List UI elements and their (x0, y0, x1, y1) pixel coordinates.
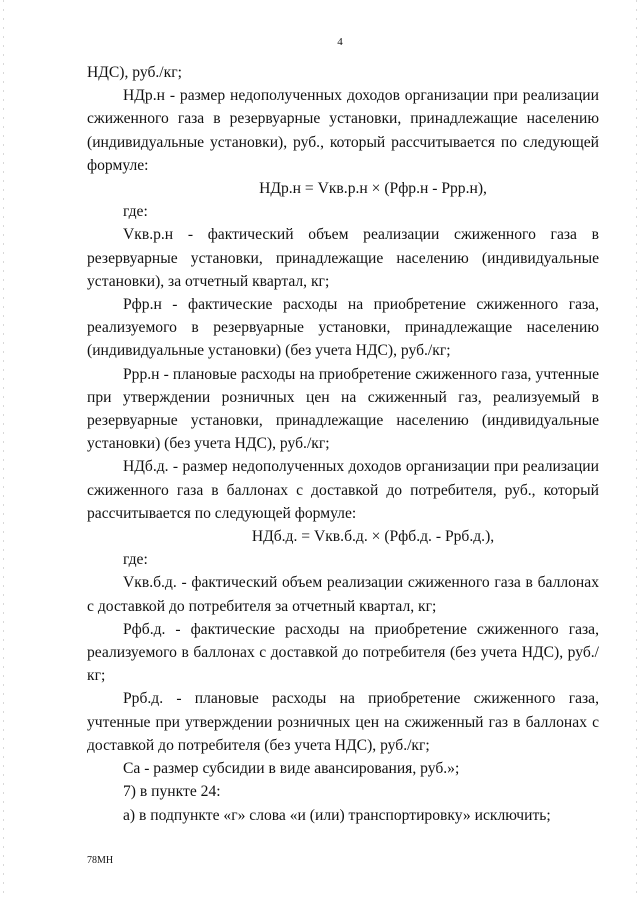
scan-edge-left (3, 0, 4, 899)
paragraph-definition-rrbd: Ррб.д. - плановые расходы на приобретение сжиженного газа, учтенные при утверждении розничных цен на сжиженный газ в баллонах с доставкой до потребителя (без учета НДС), руб./кг; (87, 690, 599, 754)
paragraph-definition-rfr: Рфр.н - фактические расходы на приобретение сжиженного газа, реализуемого в резервуарные установки, принадлежащие населению (индивидуальные установки) (без учета НДС), руб./кг; (87, 296, 599, 360)
where-label: где: (123, 551, 148, 569)
document-body (87, 61, 599, 827)
paragraph-item-7: 7) в пункте 24: (123, 783, 221, 801)
paragraph-definition-vkv-bd: Vкв.б.д. - фактический объем реализации сжиженного газа в баллонах с доставкой до потребителя за отчетный квартал, кг; (87, 574, 599, 615)
paragraph-definition-rrr: Ррр.н - плановые расходы на приобретение сжиженного газа, учтенные при утверждении розничных цен на сжиженный газ, реализуемый в резервуарные установки, принадлежащие населению (индивидуальные установки) (без учета НДС), руб./кг; (87, 365, 599, 453)
paragraph-continuation: НДС), руб./кг; (87, 64, 182, 81)
paragraph-definition-ndbd: НДб.д. - размер недополученных доходов организации при реализации сжиженного газа в баллонах с доставкой до потребителя, руб., который рассчитывается по следующей формуле: (87, 458, 599, 522)
formula-ndr: НДр.н = Vкв.р.н × (Рфр.н - Ррр.н), (259, 180, 487, 198)
page-number: 4 (337, 36, 343, 48)
paragraph-subitem-a: а) в подпункте «г» слова «и (или) транспортировку» исключить; (123, 806, 551, 824)
paragraph-definition-vkv-rn: Vкв.р.н - фактический объем реализации сжиженного газа в резервуарные установки, принадлежащие населению (индивидуальные установки), за отчетный квартал, кг; (87, 226, 599, 290)
formula-ndbd: НДб.д. = Vкв.б.д. × (Рфб.д. - Ррб.д.), (251, 528, 495, 546)
paragraph-definition-ca: Са - размер субсидии в виде авансирования, руб.»; (123, 760, 460, 778)
paragraph-definition-ndr: НДр.н - размер недополученных доходов организации при реализации сжиженного газа в резервуарные установки, принадлежащие населению (индивидуальные установки), руб., который рассчитывается по следующей формуле: (87, 87, 599, 174)
footer-code: 78МН (87, 855, 114, 866)
paragraph-definition-rfbd: Рфб.д. - фактические расходы на приобретение сжиженного газа, реализуемого в баллонах с доставкой до потребителя (без учета НДС), руб./кг; (87, 620, 599, 685)
where-label: где: (123, 203, 148, 221)
scan-edge-right (636, 0, 637, 899)
